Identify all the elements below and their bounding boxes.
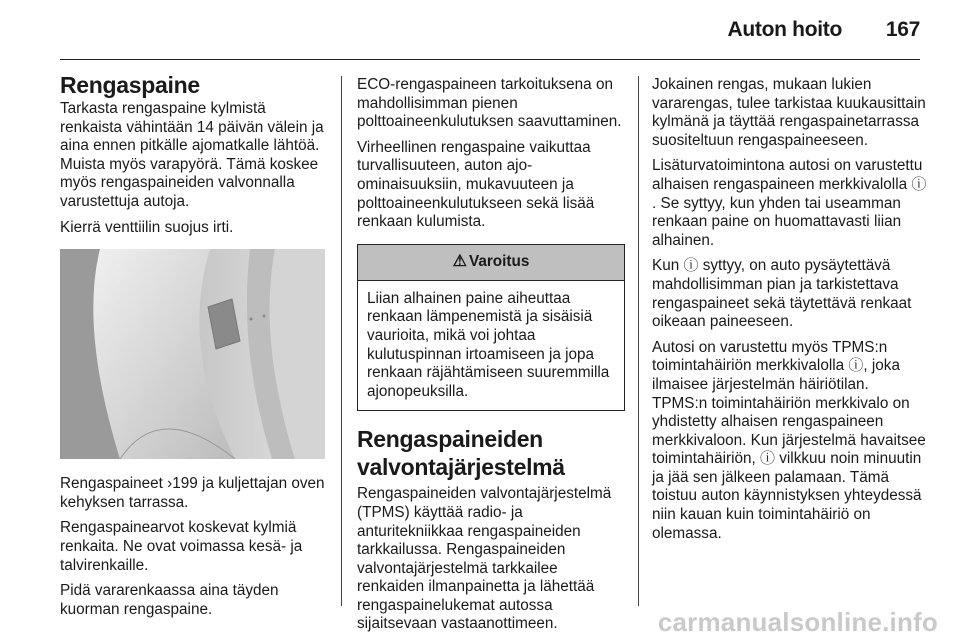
column-2 xyxy=(357,76,625,641)
warning-title: Varoitus xyxy=(468,252,530,270)
section-heading: Rengaspaine xyxy=(60,72,200,98)
paragraph: Jokainen rengas, mukaan lukien vararengas, tulee tarkistaa kuukausittain kylmänä ja täyttää rengaspainetarrassa suositeltuun rengaspaineeseen. xyxy=(652,76,926,149)
tpms-warning-icon: ⓘ xyxy=(759,450,775,468)
paragraph: Lisäturvatoimintona autosi on varustettu alhaisen rengaspaineen merkkivalolla ⓘ. Se syttyy, kun yhden tai useamman renkaan paine on huomattavasti liian alhainen. xyxy=(652,157,927,249)
warning-body: Liian alhainen paine aiheuttaa renkaan lämpenemistä ja sisäisiä vaurioita, mikä voi johtaa kulutuspinnan irtoamiseen ja jopa renkaan räjähtämiseen suuremmilla ajonopeuksilla. xyxy=(367,289,610,400)
page-reference-arrow-icon: › xyxy=(167,475,173,493)
paragraph: Kun ⓘ syttyy, on auto pysäytettävä mahdollisimman pian ja tarkistettava rengaspaineet sekä täytettävä renkaat oikeaan paineeseen. xyxy=(652,257,912,331)
paragraph: Virheellinen rengaspaine vaikuttaa turvallisuuteen, auton ajo-ominaisuuksiin, mukavuuteen ja polttoaineenkulutukseen sekä lisää renkaan kulumista. xyxy=(357,138,595,231)
paragraph: Pidä vararenkaassa aina täyden kuorman rengaspaine. xyxy=(60,582,279,618)
page-header xyxy=(0,0,960,62)
warning-box xyxy=(357,244,625,412)
column-3 xyxy=(652,76,927,550)
page-number: 167 xyxy=(885,18,920,41)
paragraph: Rengaspainearvot koskevat kylmiä renkaita. Ne ovat voimassa kesä- ja talvirenkaille. xyxy=(60,519,303,574)
door-frame-illustration xyxy=(60,249,325,459)
paragraph: ECO-rengaspaineen tarkoituksena on mahdollisimman pienen polttoaineenkulutuksen saavuttaminen. xyxy=(357,76,622,131)
paragraph: Autosi on varustettu myös TPMS:n toimintahäiriön merkkivalolla ⓘ, joka ilmaisee järjestelmän häiriötilan. TPMS:n toimintahäiriön merkkivalo on yhdistetty alhaisen rengaspaineen merkkivaloon. Kun järjestelmä havaitsee toimintahäiriön, ⓘ vilkkuu noin minuutin ja jää sen jälkeen palamaan. Tämä toistuu auton käynnistyksen yhteydessä niin kauan kuin toimintahäiriö on olemassa. xyxy=(652,338,926,542)
column-divider xyxy=(341,76,342,606)
paragraph: Tarkasta rengaspaine kylmistä renkaista vähintään 14 päivän välein ja aina ennen pitkälle ajomatkalle lähtöä. Muista myös varapyörä. Tämä koskee myös rengaspaineiden valvonnalla varustettuja autoja. xyxy=(60,100,324,210)
watermark: carmanualsonline.info xyxy=(657,607,938,637)
door-frame-photo xyxy=(60,249,325,459)
tpms-warning-icon: ⓘ xyxy=(683,257,699,275)
column-divider xyxy=(638,76,639,606)
header-title: Auton hoito xyxy=(727,18,842,41)
column-1 xyxy=(60,72,325,626)
section-heading: Rengaspaineiden valvontajärjestelmä xyxy=(357,426,565,481)
warning-triangle-icon: ⚠ xyxy=(452,252,467,270)
paragraph: Rengaspaineiden valvontajärjestelmä (TPMS) käyttää radio- ja anturitekniikkaa rengaspaineiden tarkkailussa. Rengaspaineiden valvontajärjestelmä tarkkailee renkaiden ilmanpainetta ja lähettää rengaspainelukemat autossa sijaitsevaan vastaanottimeen. xyxy=(357,485,612,633)
paragraph: Kierrä venttiilin suojus irti. xyxy=(60,218,234,236)
header-rule xyxy=(60,59,920,60)
warning-header xyxy=(358,245,624,281)
tpms-warning-icon: ⓘ xyxy=(911,175,927,193)
tpms-warning-icon: ⓘ xyxy=(848,357,864,375)
paragraph: Rengaspaineet ›199 ja kuljettajan oven kehyksen tarrassa. xyxy=(60,475,325,511)
